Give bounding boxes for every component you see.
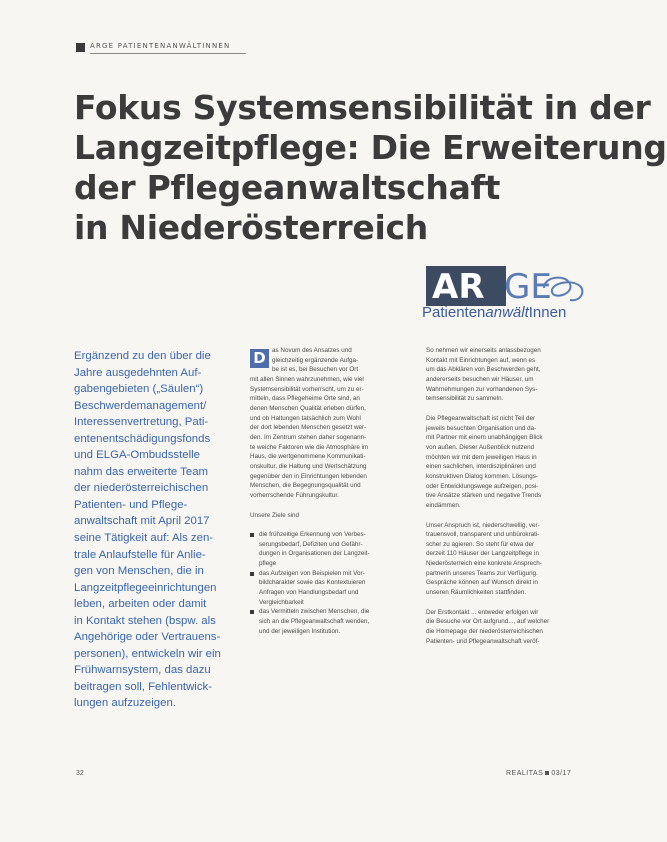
lead-line: leben, arbeiten oder damit bbox=[74, 598, 207, 611]
lead-line: personen), entwickeln wir ein bbox=[74, 647, 221, 660]
arge-logo bbox=[418, 266, 590, 324]
body-line: Vergleichbarkeit bbox=[259, 598, 304, 606]
lead-line: der niederösterreichischen bbox=[74, 482, 209, 495]
title-line: in Niederösterreich bbox=[74, 208, 428, 247]
body-line: einen sachlichen, interdisziplinären und bbox=[426, 463, 536, 471]
body-line: eindämmen. bbox=[426, 501, 461, 509]
lead-line: Patienten- und Pflege- bbox=[74, 498, 188, 511]
body-line: be ist es, bei Besuchen vor Ort bbox=[272, 366, 359, 374]
body-line: derzeit 110 Häuser der Langzeitpflege in bbox=[426, 550, 539, 558]
bullet-square-icon bbox=[250, 610, 254, 614]
lead-line: in Kontakt stehen (bspw. als bbox=[74, 614, 216, 627]
body-line: Menschen, die Begegnungsqualität und bbox=[250, 482, 361, 490]
lead-line: Frühwarnsystem, das dazu bbox=[74, 664, 211, 677]
body-line: So nehmen wir einerseits anlassbezogen bbox=[426, 347, 541, 354]
body-line: von außen. Dieser Außenblick nutzend bbox=[426, 443, 535, 451]
body-line: die Homepage der niederösterreichischen bbox=[426, 628, 543, 636]
goals-heading: Unsere Ziele sind bbox=[250, 511, 299, 519]
magazine-issue bbox=[506, 770, 571, 777]
body-line: bildcharakter sowie das Kontextuieren bbox=[259, 579, 366, 587]
title-line: der Pflegeanwaltschaft bbox=[74, 168, 501, 207]
lead-paragraph bbox=[74, 348, 234, 712]
body-line: mit allen Sinnen wahrzunehmen, wie viel bbox=[250, 375, 364, 383]
body-line: und der jeweiligen Institution. bbox=[259, 627, 341, 635]
body-line: mit Partner mit einem unabhängigen Blick bbox=[426, 434, 543, 442]
body-line: konstruktiven Dialog kommen. Lösungs- bbox=[426, 472, 538, 480]
body-line: gegenüber den in Einrichtungen lebenden bbox=[250, 472, 367, 480]
body-line: um das Abklären von Beschwerden geht, bbox=[426, 366, 541, 374]
paragraph-gap bbox=[250, 520, 410, 530]
body-line: jeweils besuchten Organisation und da- bbox=[426, 424, 537, 432]
body-line: scher zu agieren. So steht für etwa der bbox=[426, 540, 535, 548]
paragraph-gap bbox=[426, 404, 586, 414]
body-line: das Aufzeigen von Beispielen mit Vor- bbox=[259, 569, 365, 577]
lead-line: gabengebieten („Säulen“) bbox=[74, 383, 204, 396]
logo-sub-part: Patienten bbox=[422, 304, 486, 321]
body-line: vorherrschende Führungskultur. bbox=[250, 491, 339, 499]
page-number: 32 bbox=[76, 770, 84, 777]
body-column-2 bbox=[250, 346, 410, 636]
bullet-square-icon bbox=[250, 572, 254, 576]
lead-line: Angehörige oder Vertrauens- bbox=[74, 631, 221, 644]
body-line: Gespräche können auf Wunsch direkt in bbox=[426, 579, 538, 587]
lead-line: anwaltschaft mit April 2017 bbox=[74, 515, 210, 528]
body-line: unseren Räumlichkeiten stattfinden. bbox=[426, 589, 527, 597]
lead-line: lungen aufzuzeigen. bbox=[74, 697, 176, 710]
body-line: as Novum des Ansatzes und bbox=[272, 347, 352, 354]
body-line: möchten wir mit dem jeweiligen Haus in bbox=[426, 453, 537, 461]
separator-dot bbox=[545, 771, 549, 775]
body-line: Wahrnehmungen zur vorhandenen Sys- bbox=[426, 385, 538, 393]
section-label: ARGE PATIENTENANWÄLTINNEN bbox=[90, 42, 231, 50]
section-marker-square bbox=[76, 43, 85, 52]
body-line: das Vermitteln zwischen Menschen, die bbox=[259, 608, 370, 616]
title-line: Fokus Systemsensibilität in der bbox=[74, 88, 651, 127]
body-line: gleichzeitig ergänzende Aufga- bbox=[272, 356, 359, 364]
body-line: onskultur, die Haltung und Wertschätzung bbox=[250, 462, 367, 470]
issue-number: 03/17 bbox=[551, 770, 572, 777]
paragraph-gap bbox=[426, 511, 586, 521]
body-line: dungen in Organisationen der Langzeit- bbox=[259, 550, 370, 558]
goal-bullet-item bbox=[250, 569, 410, 608]
body-line: mitteln, dass Pflegeheime Orte sind, an bbox=[250, 395, 360, 403]
body-line: andererseits besuchen wir Häuser, um bbox=[426, 375, 534, 383]
lead-line: und ELGA-Ombudsstelle bbox=[74, 449, 200, 462]
body-line: temsensibilität zu sammeln. bbox=[426, 395, 504, 403]
body-line: denen Menschen Qualität erleben dürfen, bbox=[250, 404, 366, 412]
lead-line: Beschwerdemanagement/ bbox=[74, 399, 207, 412]
lead-line: Interessenvertretung, Pati- bbox=[74, 416, 209, 429]
lead-line: nahm das erweiterte Team bbox=[74, 465, 209, 478]
title-line: Langzeitpflege: Die Erweiterung bbox=[74, 128, 667, 167]
lead-line: Ergänzend zu den über die bbox=[74, 350, 211, 362]
body-line: Haus, die wertgenommene Kommunikati- bbox=[250, 453, 366, 461]
body-line: Niederösterreich eine konkrete Ansprech- bbox=[426, 560, 542, 568]
section-header bbox=[76, 42, 246, 54]
goal-bullet-item bbox=[250, 530, 410, 569]
drop-cap: D bbox=[250, 349, 269, 368]
article-title bbox=[74, 88, 667, 248]
body-line: tive Ansätze stärken und negative Trends bbox=[426, 492, 542, 500]
body-line: Kontakt mit Einrichtungen auf, wenn es bbox=[426, 356, 536, 364]
body-line: die Besuche vor Ort aufgrund..., auf welcher bbox=[426, 618, 550, 626]
paragraph-gap bbox=[426, 598, 586, 608]
logo-subtitle bbox=[422, 304, 566, 321]
bullet-square-icon bbox=[250, 533, 254, 537]
goal-bullet-item bbox=[250, 607, 410, 636]
body-line: oder Entwicklungswege aufzeigen, posi- bbox=[426, 482, 539, 490]
body-line: Unser Anspruch ist, niederschwellig, ver- bbox=[426, 521, 540, 529]
body-line: Die Pflegeanwaltschaft ist nicht Teil der bbox=[426, 414, 536, 422]
lead-line: Jahre ausgedehnten Auf- bbox=[74, 366, 202, 379]
body-line: te weiche Faktoren wie die Atmosphäre im bbox=[250, 443, 369, 451]
lead-line: gen von Menschen, die in bbox=[74, 565, 204, 578]
body-line: die frühzeitige Erkennung von Verbes- bbox=[259, 531, 366, 539]
body-line: Anfragen von Handlungsbedarf und bbox=[259, 589, 359, 597]
logo-ar-text: AR bbox=[432, 267, 485, 307]
body-column-3 bbox=[426, 346, 586, 646]
logo-sub-part-italic: anwält bbox=[485, 304, 529, 321]
logo-ge-text: GE bbox=[504, 267, 552, 307]
magazine-name: REALITAS bbox=[506, 770, 544, 777]
logo-swirl-icon bbox=[540, 270, 588, 306]
body-line: Der Erstkontakt ... entweder erfolgen wir bbox=[426, 608, 539, 616]
body-line: serungsbedarf, Defiziten und Gefähr- bbox=[259, 540, 363, 548]
lead-line: seine Tätigkeit auf: Als zen- bbox=[74, 532, 214, 545]
body-line: sich an die Pflegeanwaltschaft wenden, bbox=[259, 618, 370, 626]
body-line: den. Im Zentrum stehen daher sogenann- bbox=[250, 433, 367, 441]
body-line: trauensvoll, transparent und unbürokrati- bbox=[426, 531, 540, 539]
logo-sub-part: Innen bbox=[528, 304, 567, 321]
paragraph-gap bbox=[250, 501, 410, 511]
body-line: Systemsensibilität vorherrscht, um zu er- bbox=[250, 385, 364, 393]
section-rule bbox=[90, 53, 246, 54]
lead-line: beitragen soll, Fehlentwick- bbox=[74, 680, 213, 693]
lead-line: trale Anlaufstelle für Anlie- bbox=[74, 548, 206, 561]
body-line: partnerin unseres Teams zur Verfügung. bbox=[426, 569, 538, 577]
body-line: der dort lebenden Menschen gesetzt wer- bbox=[250, 424, 367, 432]
body-line: pflege bbox=[259, 560, 277, 568]
body-line: und ob Haltungen tatsächlich zum Wohl bbox=[250, 414, 361, 422]
lead-line: entenentschädigungsfonds bbox=[74, 432, 211, 445]
lead-line: Langzeitpflegeeinrichtungen bbox=[74, 581, 217, 594]
body-line: Patienten- und Pflegeanwaltschaft veröf- bbox=[426, 637, 540, 645]
